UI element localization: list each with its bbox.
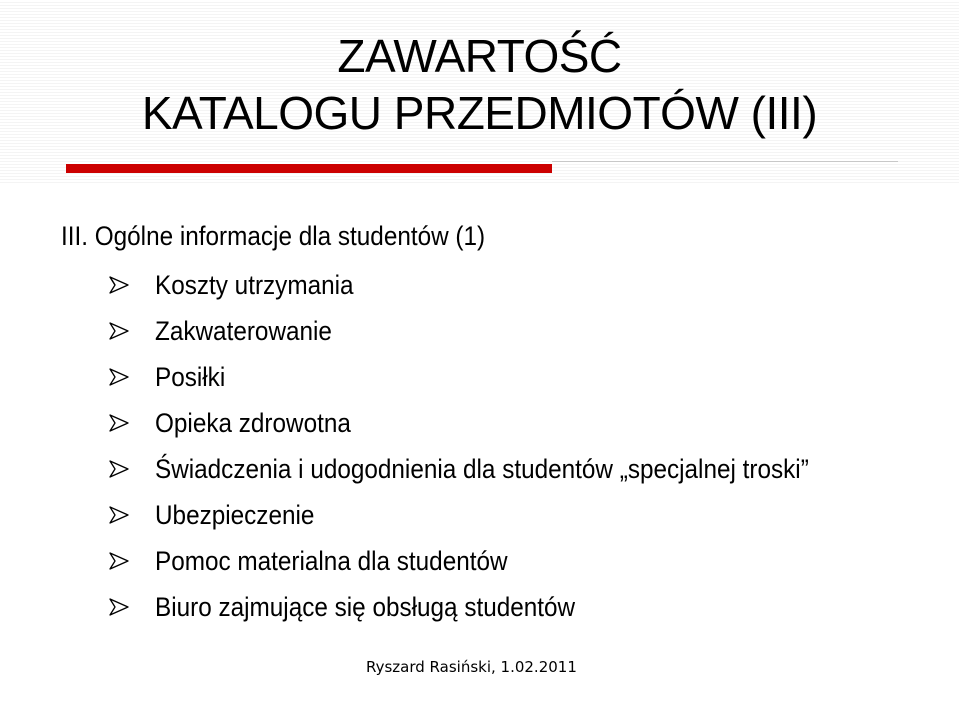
arrow-bullet-icon [108,412,130,434]
arrow-bullet-icon [108,504,130,526]
list-item [108,308,881,354]
title-divider-line [552,161,898,162]
bullet-label: Biuro zajmujące się obsługą studentów [155,592,576,622]
arrow-bullet-icon [108,274,130,296]
list-item [108,446,881,492]
arrow-bullet-icon [108,458,130,480]
title-line-2: KATALOGU PRZEDMIOTÓW (III) [141,87,818,139]
bullet-label: Zakwaterowanie [155,316,332,346]
list-item [108,584,881,630]
list-item [108,400,881,446]
bullet-label: Świadczenia i udogodnienia dla studentów „specjalnej troski” [155,454,809,484]
list-item [108,354,881,400]
title-accent-bar [66,164,552,173]
section-heading: III. Ogólne informacje dla studentów (1) [61,221,486,251]
arrow-bullet-icon [108,366,130,388]
arrow-bullet-icon [108,320,130,342]
title-line-1: ZAWARTOŚĆ [337,30,622,82]
list-item [108,538,881,584]
slide-title [0,28,959,142]
bullet-label: Pomoc materialna dla studentów [155,546,508,576]
list-item [108,492,881,538]
bullet-label: Ubezpieczenie [155,500,315,530]
bullet-label: Koszty utrzymania [155,270,354,300]
footer-author-date: Ryszard Rasiński, 1.02.2011 [366,658,577,676]
bullet-list [108,262,881,630]
arrow-bullet-icon [108,550,130,572]
list-item [108,262,881,308]
bullet-label: Opieka zdrowotna [155,408,351,438]
arrow-bullet-icon [108,596,130,618]
bullet-label: Posiłki [155,362,226,392]
